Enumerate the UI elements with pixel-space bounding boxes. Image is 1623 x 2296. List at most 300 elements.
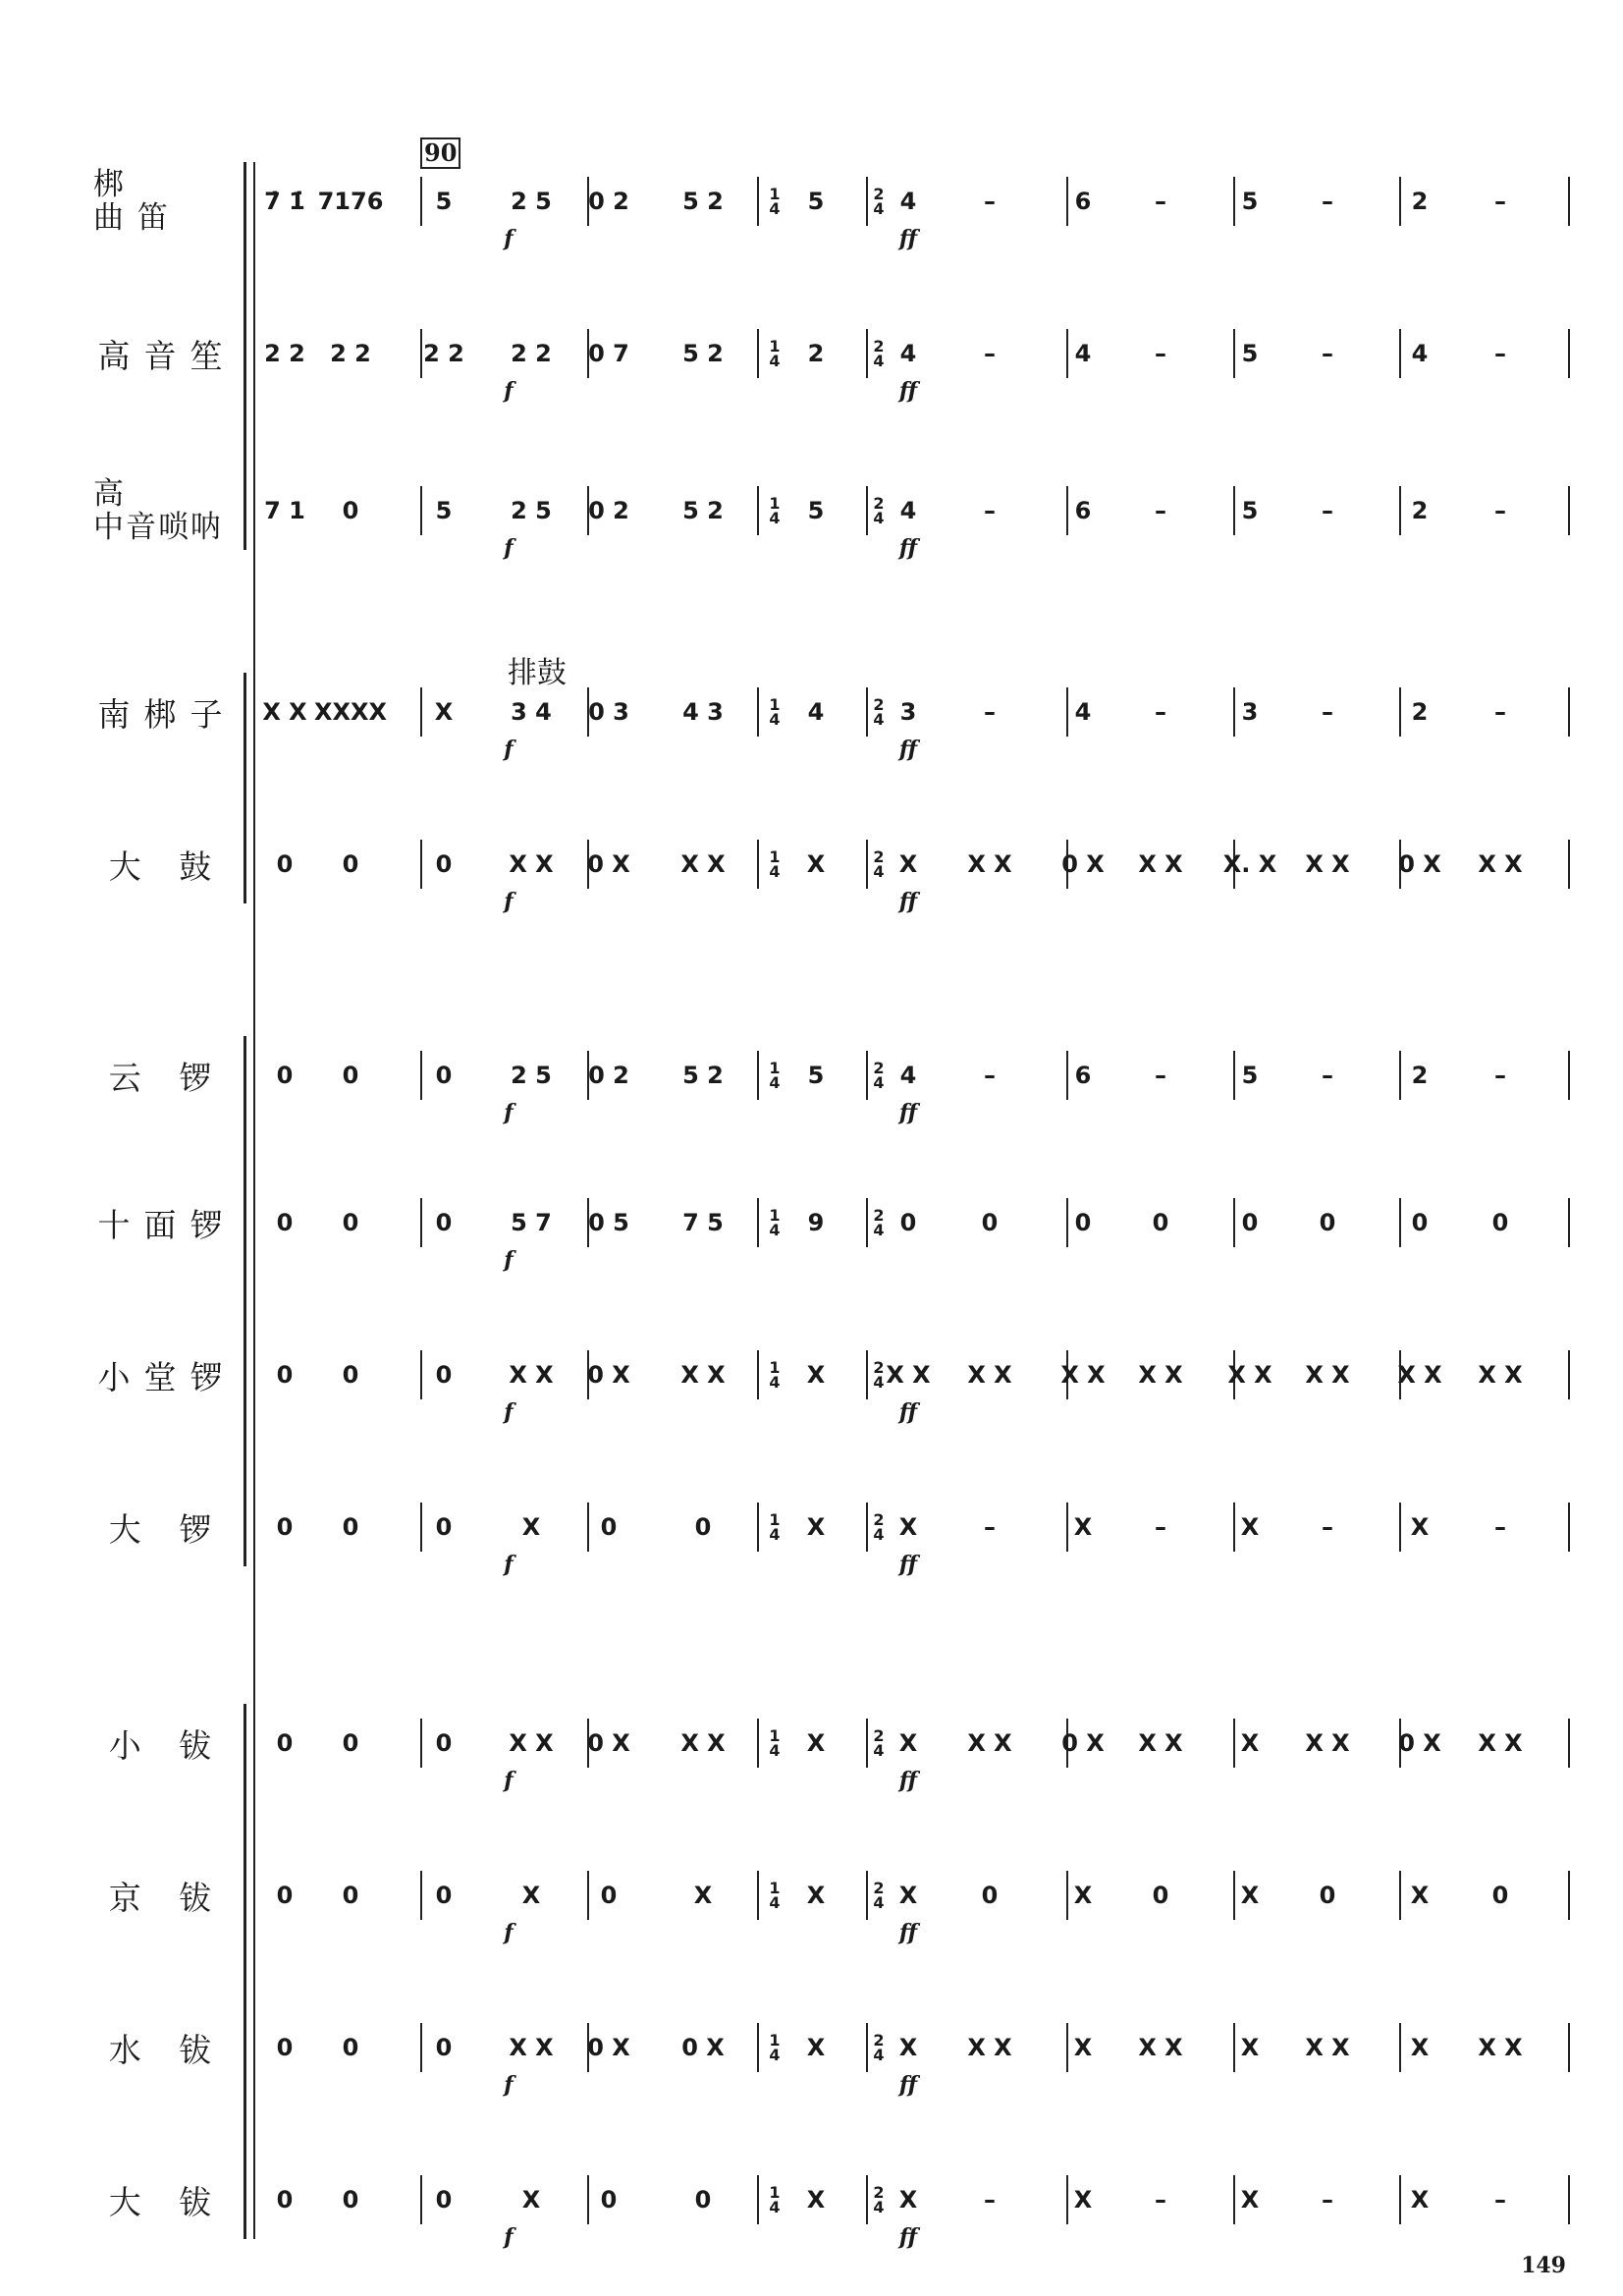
instrument-label: 大 锣 xyxy=(108,1509,226,1549)
time-signature: 2 4 xyxy=(873,695,885,729)
note-cell: – xyxy=(984,2186,996,2214)
time-signature: 1 4 xyxy=(769,2031,781,2064)
note-cell: 2 2 xyxy=(330,340,371,367)
note-cell: 0 X xyxy=(1398,1729,1441,1757)
note-cell: 0 xyxy=(435,1729,453,1757)
note-cell: – xyxy=(1322,1062,1333,1089)
bar-line xyxy=(1233,1719,1235,1768)
note-cell: 0 xyxy=(981,1882,999,1909)
note-cell: X xyxy=(1240,1729,1260,1757)
dynamic-f: f xyxy=(504,378,514,404)
note-cell: 0 xyxy=(435,1209,453,1236)
dynamic-ff: ff xyxy=(898,226,918,251)
bar-line xyxy=(420,1198,422,1247)
time-signature: 1 4 xyxy=(769,185,781,218)
bar-line xyxy=(1568,2175,1570,2224)
note-cell: 0 xyxy=(435,850,453,878)
bar-line xyxy=(420,840,422,889)
bar-line xyxy=(1066,1871,1068,1920)
note-cell: 4 3 xyxy=(682,698,724,726)
bar-line xyxy=(866,329,868,378)
time-signature: 1 4 xyxy=(769,494,781,527)
bar-line xyxy=(1568,177,1570,226)
note-cell: 0 xyxy=(1319,1209,1336,1236)
note-cell: X xyxy=(1240,2186,1260,2214)
note-cell: 0 xyxy=(1491,1882,1509,1909)
note-cell: 2 xyxy=(1411,188,1429,215)
note-cell: X xyxy=(1240,1882,1260,1909)
bar-line xyxy=(1066,177,1068,226)
note-cell: X X xyxy=(1305,1361,1350,1389)
bar-line xyxy=(866,1871,868,1920)
note-cell: X X xyxy=(1478,1361,1523,1389)
note-cell: X xyxy=(521,1882,541,1909)
dynamic-f: f xyxy=(504,1920,514,1945)
dynamic-ff: ff xyxy=(898,889,918,914)
note-cell: X xyxy=(1410,1513,1430,1541)
note-cell: 0 X xyxy=(587,1729,630,1757)
note-cell: 5 xyxy=(1241,497,1259,524)
note-cell: X X xyxy=(509,850,554,878)
rehearsal-mark: 90 xyxy=(420,137,460,169)
note-cell: X X xyxy=(967,1729,1012,1757)
note-cell: 2 xyxy=(807,340,825,367)
bar-line xyxy=(420,2175,422,2224)
note-cell: 0 xyxy=(276,1209,294,1236)
time-signature: 2 4 xyxy=(873,2031,885,2064)
note-cell: 0 xyxy=(342,1513,359,1541)
dynamic-f: f xyxy=(504,1100,514,1125)
note-cell: 0 xyxy=(342,497,359,524)
note-cell: 0 xyxy=(342,1062,359,1089)
note-cell: 3 xyxy=(899,698,917,726)
bar-line xyxy=(757,2175,759,2224)
time-signature: 2 4 xyxy=(873,185,885,218)
system-line xyxy=(253,162,255,2239)
note-cell: 5 xyxy=(1241,340,1259,367)
note-cell: 4 xyxy=(899,188,917,215)
note-cell: 0 xyxy=(435,1062,453,1089)
instrument-label: 高音笙 xyxy=(97,336,237,375)
note-cell: X X xyxy=(1227,1361,1272,1389)
time-signature: 1 4 xyxy=(769,1358,781,1392)
bar-line xyxy=(1233,177,1235,226)
note-cell: 5 xyxy=(807,497,825,524)
bar-line xyxy=(1568,1719,1570,1768)
bar-line xyxy=(1568,687,1570,737)
bar-line xyxy=(1066,1051,1068,1100)
dynamic-ff: ff xyxy=(898,1100,918,1125)
note-cell: X xyxy=(1240,2034,1260,2061)
bar-line xyxy=(1399,486,1401,535)
note-cell: 0 X xyxy=(1061,850,1105,878)
note-cell: X xyxy=(1073,2034,1093,2061)
bar-line xyxy=(866,1503,868,1552)
note-cell: – xyxy=(984,698,996,726)
dynamic-ff: ff xyxy=(898,2224,918,2250)
bar-line xyxy=(866,177,868,226)
note-cell: 2 2 xyxy=(511,340,552,367)
note-cell: 2 xyxy=(1411,1062,1429,1089)
note-cell: 6 xyxy=(1074,188,1092,215)
time-signature: 1 4 xyxy=(769,695,781,729)
note-cell: – xyxy=(1494,1062,1506,1089)
note-cell: X xyxy=(521,1513,541,1541)
bar-line xyxy=(1066,2175,1068,2224)
time-signature: 2 4 xyxy=(873,1358,885,1392)
note-cell: 0 xyxy=(342,850,359,878)
dynamic-f: f xyxy=(504,2224,514,2250)
bar-line xyxy=(866,687,868,737)
time-signature: 2 4 xyxy=(873,1510,885,1544)
bar-line xyxy=(866,840,868,889)
bar-line xyxy=(420,329,422,378)
note-cell: 0 xyxy=(342,2186,359,2214)
bar-line xyxy=(1399,2023,1401,2072)
note-cell: 0 xyxy=(1241,1209,1259,1236)
note-cell: – xyxy=(984,497,996,524)
note-cell: X xyxy=(434,698,454,726)
instrument-label-line: 高 xyxy=(93,476,126,512)
note-cell: 0 xyxy=(342,1729,359,1757)
bar-line xyxy=(1568,1051,1570,1100)
dynamic-f: f xyxy=(504,1247,514,1273)
bar-line xyxy=(866,1051,868,1100)
note-cell: – xyxy=(1322,497,1333,524)
bar-line xyxy=(757,1350,759,1399)
note-cell: – xyxy=(1494,2186,1506,2214)
bar-line xyxy=(1233,687,1235,737)
bar-line xyxy=(757,329,759,378)
time-signature: 1 4 xyxy=(769,1510,781,1544)
note-cell: X xyxy=(806,1882,826,1909)
note-cell: 0 xyxy=(276,1513,294,1541)
bar-line xyxy=(420,1350,422,1399)
note-cell: 0 xyxy=(1152,1882,1169,1909)
note-cell: 6 xyxy=(1074,497,1092,524)
note-cell: X xyxy=(898,2034,918,2061)
bar-line xyxy=(1233,2175,1235,2224)
note-cell: 0 X xyxy=(587,2034,630,2061)
bar-line xyxy=(1399,1198,1401,1247)
dynamic-f: f xyxy=(504,2072,514,2098)
bar-line xyxy=(420,687,422,737)
instrument-label-line: 曲 笛 xyxy=(93,200,170,236)
bar-line xyxy=(587,1871,589,1920)
bar-line xyxy=(1066,329,1068,378)
dynamic-ff: ff xyxy=(898,535,918,561)
bar-line xyxy=(420,1503,422,1552)
note-cell: 0 xyxy=(276,1882,294,1909)
note-cell: X X xyxy=(509,2034,554,2061)
note-cell: 0 xyxy=(342,1361,359,1389)
note-cell: X X xyxy=(886,1361,931,1389)
note-cell: – xyxy=(1322,698,1333,726)
note-cell: 5 xyxy=(435,497,453,524)
note-cell: 5 xyxy=(807,188,825,215)
time-signature: 2 4 xyxy=(873,337,885,370)
time-signature: 1 4 xyxy=(769,1726,781,1760)
note-cell: – xyxy=(984,188,996,215)
dynamic-ff: ff xyxy=(898,737,918,762)
note-cell: X xyxy=(898,1729,918,1757)
dynamic-f: f xyxy=(504,226,514,251)
note-cell: 4 xyxy=(1074,340,1092,367)
bar-line xyxy=(757,1503,759,1552)
bar-line xyxy=(587,2175,589,2224)
time-signature: 1 4 xyxy=(769,1879,781,1912)
instrument-label: 大 钹 xyxy=(108,2182,226,2221)
bar-line xyxy=(1399,1051,1401,1100)
note-cell: 0 xyxy=(1491,1209,1509,1236)
bar-line xyxy=(866,1198,868,1247)
note-cell: X xyxy=(898,1513,918,1541)
note-cell: 4 xyxy=(899,1062,917,1089)
bar-line xyxy=(1066,1503,1068,1552)
note-cell: X X xyxy=(1478,850,1523,878)
instrument-label: 水 钹 xyxy=(108,2030,226,2069)
note-cell: 7̇ 1̇ xyxy=(264,188,305,215)
note-cell: X xyxy=(521,2186,541,2214)
dynamic-ff: ff xyxy=(898,378,918,404)
instrument-label: 十面锣 xyxy=(97,1205,237,1244)
note-cell: 0 3 xyxy=(588,698,629,726)
note-cell: – xyxy=(1494,340,1506,367)
note-cell: 5 2 xyxy=(682,1062,724,1089)
bar-line xyxy=(1233,1198,1235,1247)
time-signature: 2 4 xyxy=(873,1879,885,1912)
note-cell: 5 xyxy=(435,188,453,215)
note-cell: 7176 xyxy=(317,188,384,215)
bar-line xyxy=(1399,1871,1401,1920)
note-cell: X xyxy=(1073,2186,1093,2214)
note-cell: X X xyxy=(1478,1729,1523,1757)
note-cell: X xyxy=(806,1729,826,1757)
note-cell: – xyxy=(1322,188,1333,215)
group-bracket xyxy=(243,162,246,550)
instrument-label: 大 鼓 xyxy=(108,847,226,886)
note-cell: X X xyxy=(967,2034,1012,2061)
note-cell: 4 xyxy=(899,497,917,524)
note-cell: X X xyxy=(509,1361,554,1389)
bar-line xyxy=(1066,2023,1068,2072)
note-cell: 0 2 xyxy=(588,188,629,215)
note-cell: – xyxy=(1155,698,1166,726)
note-cell: X xyxy=(1410,2186,1430,2214)
note-cell: 2 5 xyxy=(511,1062,552,1089)
bar-line xyxy=(1233,2023,1235,2072)
note-cell: X X xyxy=(1478,2034,1523,2061)
note-cell: 0 xyxy=(694,1513,712,1541)
time-signature: 1 4 xyxy=(769,1059,781,1092)
note-cell: 6 xyxy=(1074,1062,1092,1089)
bar-line xyxy=(757,1719,759,1768)
note-cell: 0 xyxy=(981,1209,999,1236)
dynamic-ff: ff xyxy=(898,1920,918,1945)
bar-line xyxy=(1066,687,1068,737)
note-cell: 0 xyxy=(276,850,294,878)
note-cell: X. X xyxy=(1222,850,1277,878)
bar-line xyxy=(1233,329,1235,378)
bar-line xyxy=(1568,1198,1570,1247)
note-cell: – xyxy=(1494,188,1506,215)
note-cell: 2 5 xyxy=(511,188,552,215)
instrument-label: 京 钹 xyxy=(108,1878,226,1917)
note-cell: X xyxy=(806,1361,826,1389)
instrument-label-line: 中音唢呐 xyxy=(93,510,223,545)
bar-line xyxy=(1066,1198,1068,1247)
note-cell: – xyxy=(1322,1513,1333,1541)
note-cell: – xyxy=(984,340,996,367)
time-signature: 2 4 xyxy=(873,1059,885,1092)
note-cell: 4 xyxy=(1411,340,1429,367)
bar-line xyxy=(757,2023,759,2072)
note-cell: 0 xyxy=(435,1882,453,1909)
bar-line xyxy=(866,1350,868,1399)
note-cell: – xyxy=(984,1062,996,1089)
time-signature: 1 4 xyxy=(769,1206,781,1239)
bar-line xyxy=(1399,1503,1401,1552)
instrument-label xyxy=(93,167,241,236)
note-cell: 0 xyxy=(342,1882,359,1909)
note-cell: 0 X xyxy=(1061,1729,1105,1757)
note-cell: 0 xyxy=(342,1209,359,1236)
note-cell: X xyxy=(898,1882,918,1909)
page-number: 149 xyxy=(1521,2253,1566,2278)
note-cell: X xyxy=(898,850,918,878)
note-cell: 5 2 xyxy=(682,497,724,524)
note-cell: 0 X xyxy=(1398,850,1441,878)
note-cell: 0 xyxy=(276,1361,294,1389)
note-cell: X X xyxy=(509,1729,554,1757)
note-cell: – xyxy=(1494,1513,1506,1541)
note-cell: X X xyxy=(1305,1729,1350,1757)
note-cell: 0 xyxy=(1074,1209,1092,1236)
note-cell: 0 xyxy=(694,2186,712,2214)
bar-line xyxy=(420,2023,422,2072)
bar-line xyxy=(1399,329,1401,378)
note-cell: 2 2 xyxy=(423,340,464,367)
time-signature: 2 4 xyxy=(873,847,885,881)
time-signature: 1 4 xyxy=(769,847,781,881)
note-cell: 7 5 xyxy=(682,1209,724,1236)
note-cell: – xyxy=(1155,497,1166,524)
dynamic-ff: ff xyxy=(898,2072,918,2098)
note-cell: 5 xyxy=(1241,1062,1259,1089)
note-cell: 0 xyxy=(899,1209,917,1236)
note-cell: 0 2 xyxy=(588,1062,629,1089)
bar-line xyxy=(757,1871,759,1920)
group-bracket xyxy=(243,1036,246,1566)
note-cell: X xyxy=(806,1513,826,1541)
instrument-label: 小堂锣 xyxy=(97,1357,237,1396)
bar-line xyxy=(1568,1871,1570,1920)
note-cell: 0 xyxy=(1152,1209,1169,1236)
dynamic-ff: ff xyxy=(898,1768,918,1793)
instrument-label: 小 钹 xyxy=(108,1725,226,1765)
note-cell: X X xyxy=(680,850,726,878)
dynamic-f: f xyxy=(504,889,514,914)
bar-line xyxy=(1233,486,1235,535)
note-cell: X xyxy=(806,2034,826,2061)
note-cell: X X xyxy=(680,1361,726,1389)
note-cell: – xyxy=(1155,2186,1166,2214)
note-cell: 0 xyxy=(600,1513,618,1541)
bar-line xyxy=(1233,1871,1235,1920)
bar-line xyxy=(587,1503,589,1552)
note-cell: 0 xyxy=(1319,1882,1336,1909)
note-cell: 0 xyxy=(276,1729,294,1757)
note-cell: X X xyxy=(1060,1361,1106,1389)
bar-line xyxy=(1568,329,1570,378)
note-cell: – xyxy=(1155,188,1166,215)
time-signature: 2 4 xyxy=(873,2183,885,2216)
bar-line xyxy=(1568,840,1570,889)
note-cell: X X xyxy=(262,698,307,726)
dynamic-f: f xyxy=(504,1768,514,1793)
note-cell: – xyxy=(984,1513,996,1541)
note-cell: X X xyxy=(1305,2034,1350,2061)
bar-line xyxy=(757,687,759,737)
group-bracket xyxy=(243,1704,246,2239)
note-cell: 4 xyxy=(899,340,917,367)
instrument-label xyxy=(93,476,241,545)
bar-line xyxy=(757,1198,759,1247)
bar-line xyxy=(420,1719,422,1768)
time-signature: 1 4 xyxy=(769,337,781,370)
bar-line xyxy=(1233,1503,1235,1552)
note-cell: – xyxy=(1494,698,1506,726)
dynamic-ff: ff xyxy=(898,1399,918,1425)
bar-line xyxy=(866,1719,868,1768)
note-cell: XXXX xyxy=(313,698,388,726)
bar-line xyxy=(1568,2023,1570,2072)
note-cell: 2 2 xyxy=(264,340,305,367)
dynamic-f: f xyxy=(504,1399,514,1425)
note-cell: X xyxy=(806,850,826,878)
note-cell: 0 xyxy=(600,2186,618,2214)
time-signature: 2 4 xyxy=(873,1206,885,1239)
note-cell: 4 xyxy=(807,698,825,726)
note-cell: X xyxy=(806,2186,826,2214)
note-cell: 0 xyxy=(435,2034,453,2061)
dynamic-f: f xyxy=(504,1552,514,1577)
bar-line xyxy=(757,1051,759,1100)
note-cell: X xyxy=(1073,1513,1093,1541)
bar-line xyxy=(866,2175,868,2224)
note-cell: 3 4 xyxy=(511,698,552,726)
dynamic-f: f xyxy=(504,535,514,561)
bar-line xyxy=(420,486,422,535)
note-cell: 7 1 xyxy=(264,497,305,524)
note-cell: – xyxy=(1155,1062,1166,1089)
note-cell: X X xyxy=(1138,850,1183,878)
instrument-label: 云 锣 xyxy=(108,1058,226,1097)
note-cell: 0 5 xyxy=(588,1209,629,1236)
bar-line xyxy=(420,1871,422,1920)
time-signature: 2 4 xyxy=(873,494,885,527)
note-cell: 0 xyxy=(435,1361,453,1389)
note-cell: 0 xyxy=(435,1513,453,1541)
note-cell: X X xyxy=(1138,1361,1183,1389)
note-cell: X X xyxy=(1138,2034,1183,2061)
instrument-label-line: 梆 xyxy=(93,167,126,202)
note-cell: X X xyxy=(1397,1361,1442,1389)
note-cell: – xyxy=(1494,497,1506,524)
note-cell: 4 xyxy=(1074,698,1092,726)
note-cell: 0 X xyxy=(681,2034,725,2061)
bar-line xyxy=(420,1051,422,1100)
